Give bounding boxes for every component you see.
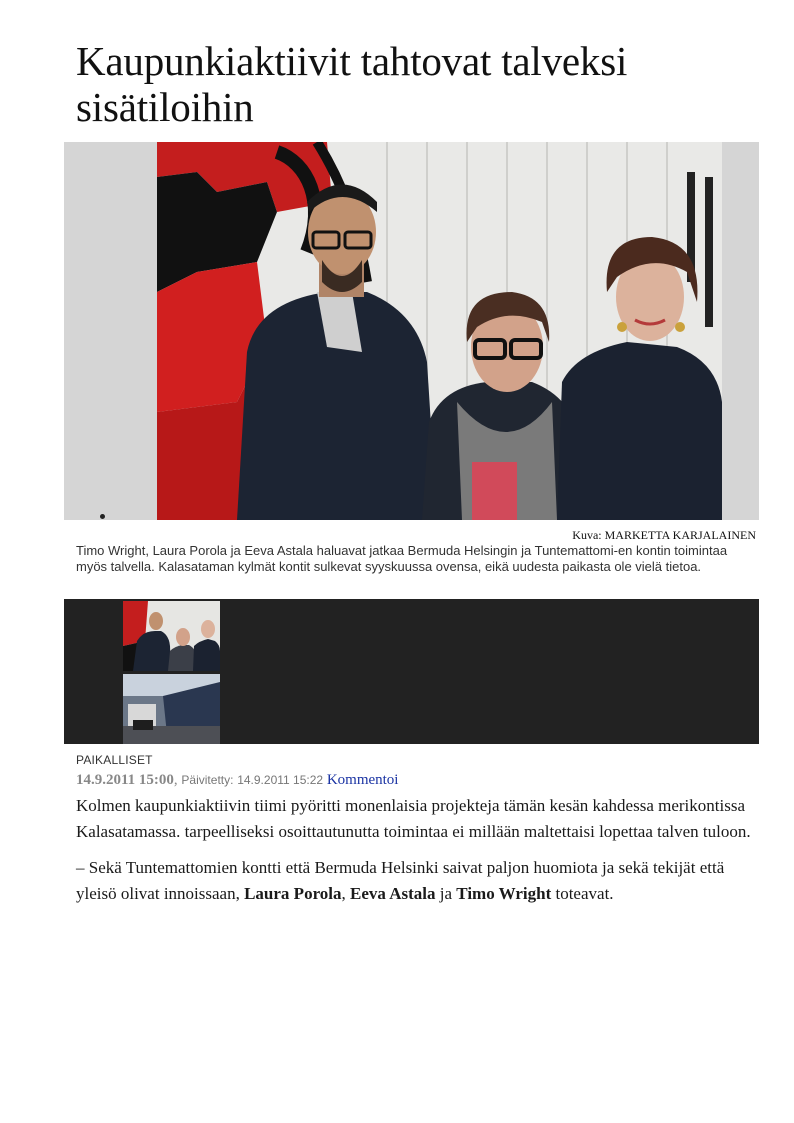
conjunction: ja bbox=[439, 884, 453, 903]
thumbnail-people-image bbox=[123, 601, 220, 671]
meta-separator: , bbox=[173, 772, 178, 788]
article-meta bbox=[76, 772, 398, 789]
photo-caption: Timo Wright, Laura Porola ja Eeva Astala haluavat jatkaa Bermuda Helsingin ja Tuntemattomi-en kontin toimintaa myös talvella. Kalasataman kylmät kontit sulkevat syyskuussa ovensa, eikä uudesta paikasta ole vielä tietoa. bbox=[76, 543, 728, 574]
updated-label: Päivitetty: bbox=[181, 773, 234, 787]
comma: , bbox=[341, 884, 346, 903]
article-paragraph-1: Kolmen kaupunkiaktiivin tiimi pyöritti monenlaisia projekteja tämän kesän kahdessa merikontissa Kalasatamassa. tarpeelliseksi osoittautunutta toimintaa ei millään maltettaisi lopettaa talven tuloon. bbox=[76, 796, 751, 841]
main-photo-frame bbox=[64, 142, 759, 520]
list-bullet bbox=[100, 514, 105, 519]
photo-credit-name: MARKETTA KARJALAINEN bbox=[604, 528, 756, 542]
paragraph-end: toteavat. bbox=[555, 884, 614, 903]
published-date: 14.9.2011 15:00 bbox=[76, 772, 174, 788]
updated-date: 14.9.2011 15:22 bbox=[237, 773, 324, 787]
gallery-thumbnail-1[interactable] bbox=[123, 601, 220, 671]
article-body bbox=[76, 793, 760, 917]
photo-credit bbox=[572, 528, 756, 543]
main-photo bbox=[157, 142, 722, 520]
thumbnail-containers-image bbox=[123, 674, 220, 744]
person-name-eeva: Eeva Astala bbox=[350, 884, 436, 903]
article-category: PAIKALLISET bbox=[76, 753, 153, 767]
photo-credit-label: Kuva: bbox=[572, 528, 602, 542]
comment-link[interactable]: Kommentoi bbox=[326, 772, 399, 788]
person-name-timo: Timo Wright bbox=[456, 884, 552, 903]
main-photo-illustration bbox=[157, 142, 722, 520]
photo-gallery bbox=[64, 599, 759, 744]
person-name-laura: Laura Porola bbox=[244, 884, 342, 903]
gallery-thumbnail-2[interactable] bbox=[123, 674, 220, 744]
article-headline: Kaupunkiaktiivit tahtovat talveksi sisätiloihin bbox=[76, 38, 628, 130]
paragraph-text: – Sekä Tuntemattomien kontti että Bermuda Helsinki saivat paljon huomiota ja sekä tekijät että yleisö olivat innoissaan, bbox=[76, 858, 725, 903]
article-paragraph-2 bbox=[76, 855, 760, 907]
